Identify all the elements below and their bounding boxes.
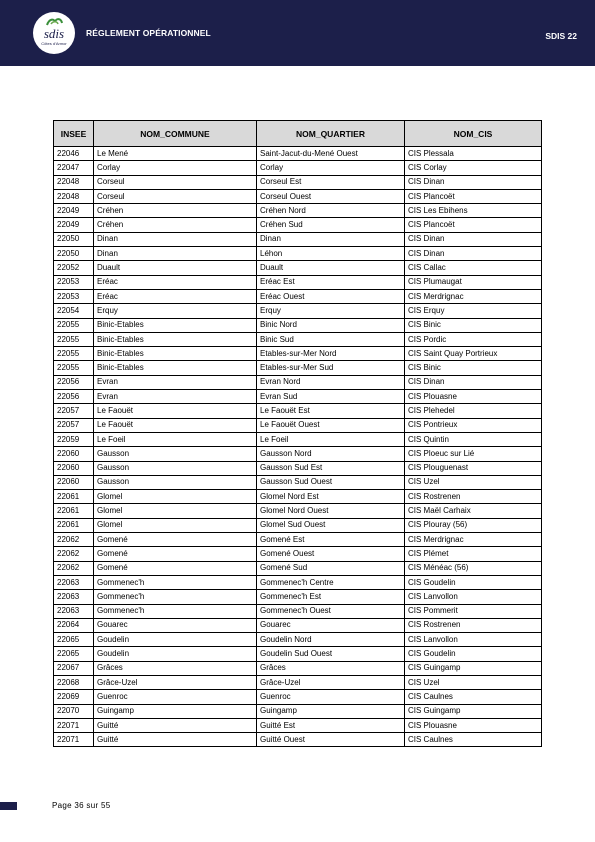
- cell-insee: 22063: [54, 604, 94, 618]
- cell-nom-quartier: Erquy: [257, 304, 405, 318]
- org-label: SDIS 22: [545, 31, 577, 41]
- table-row: [54, 432, 542, 446]
- cell-insee: 22062: [54, 561, 94, 575]
- cell-insee: 22055: [54, 347, 94, 361]
- cell-insee: 22046: [54, 147, 94, 161]
- cell-nom-cis: CIS Ploeuc sur Lié: [405, 447, 542, 461]
- cell-nom-commune: Evran: [94, 375, 257, 389]
- cell-nom-cis: CIS Rostrenen: [405, 490, 542, 504]
- cell-nom-quartier: Eréac Est: [257, 275, 405, 289]
- table-row: [54, 189, 542, 203]
- cell-insee: 22050: [54, 247, 94, 261]
- cell-nom-quartier: Glomel Nord Ouest: [257, 504, 405, 518]
- table-row: [54, 690, 542, 704]
- cell-insee: 22054: [54, 304, 94, 318]
- cell-nom-quartier: Guenroc: [257, 690, 405, 704]
- cell-insee: 22057: [54, 404, 94, 418]
- cell-nom-cis: CIS Plémet: [405, 547, 542, 561]
- cell-insee: 22050: [54, 232, 94, 246]
- cell-nom-commune: Binic-Etables: [94, 347, 257, 361]
- column-header-nom-cis: NOM_CIS: [405, 121, 542, 147]
- table-row: [54, 375, 542, 389]
- logo-wordmark: sdis: [43, 26, 65, 41]
- cell-insee: 22049: [54, 204, 94, 218]
- footer-accent-bar: [0, 802, 17, 810]
- cell-nom-quartier: Gausson Sud Ouest: [257, 475, 405, 489]
- cell-nom-cis: CIS Plouasne: [405, 390, 542, 404]
- cell-nom-quartier: Gommenec'h Centre: [257, 575, 405, 589]
- page-number: Page 36 sur 55: [52, 801, 111, 810]
- column-header-insee: INSEE: [54, 121, 94, 147]
- cell-nom-cis: CIS Dinan: [405, 175, 542, 189]
- cell-nom-quartier: Le Faouët Est: [257, 404, 405, 418]
- cell-nom-cis: CIS Plouasne: [405, 718, 542, 732]
- cell-nom-cis: CIS Callac: [405, 261, 542, 275]
- cell-nom-quartier: Guingamp: [257, 704, 405, 718]
- cell-nom-cis: CIS Binic: [405, 361, 542, 375]
- cell-nom-quartier: Binic Sud: [257, 332, 405, 346]
- cell-nom-quartier: Goudelin Sud Ouest: [257, 647, 405, 661]
- table-row: [54, 561, 542, 575]
- cell-nom-commune: Glomel: [94, 518, 257, 532]
- cell-nom-commune: Evran: [94, 390, 257, 404]
- table-row: [54, 575, 542, 589]
- cell-nom-cis: CIS Goudelin: [405, 575, 542, 589]
- cell-nom-cis: CIS Caulnes: [405, 690, 542, 704]
- cis-assignment-table: [53, 120, 542, 747]
- cell-nom-quartier: Créhen Sud: [257, 218, 405, 232]
- cell-nom-cis: CIS Lanvollon: [405, 633, 542, 647]
- cell-nom-quartier: Evran Nord: [257, 375, 405, 389]
- cell-nom-cis: CIS Rostrenen: [405, 618, 542, 632]
- cell-insee: 22062: [54, 547, 94, 561]
- cell-nom-commune: Gausson: [94, 461, 257, 475]
- cell-nom-quartier: Glomel Nord Est: [257, 490, 405, 504]
- table-body: [54, 147, 542, 747]
- cell-nom-quartier: Gommenec'h Est: [257, 590, 405, 604]
- cell-nom-quartier: Guitté Est: [257, 718, 405, 732]
- logo-subtext: Côtes d'Armor: [41, 41, 67, 46]
- cell-nom-quartier: Guitté Ouest: [257, 733, 405, 747]
- cell-nom-quartier: Saint-Jacut-du-Mené Ouest: [257, 147, 405, 161]
- cell-nom-commune: Créhen: [94, 218, 257, 232]
- cell-insee: 22055: [54, 318, 94, 332]
- table-row: [54, 361, 542, 375]
- cell-insee: 22055: [54, 332, 94, 346]
- cell-nom-cis: CIS Pommerit: [405, 604, 542, 618]
- cell-nom-commune: Le Faouët: [94, 404, 257, 418]
- table-row: [54, 504, 542, 518]
- table-header-row: [54, 121, 542, 147]
- cis-table-container: [53, 120, 542, 747]
- table-row: [54, 218, 542, 232]
- table-row: [54, 533, 542, 547]
- cell-nom-commune: Gomené: [94, 561, 257, 575]
- table-row: [54, 275, 542, 289]
- cell-nom-commune: Guitté: [94, 733, 257, 747]
- cell-insee: 22060: [54, 475, 94, 489]
- cell-insee: 22069: [54, 690, 94, 704]
- cell-nom-cis: CIS Merdrignac: [405, 289, 542, 303]
- document-title: RÉGLEMENT OPÉRATIONNEL: [86, 28, 211, 38]
- cell-nom-commune: Le Foeil: [94, 432, 257, 446]
- table-row: [54, 675, 542, 689]
- cell-nom-commune: Gomené: [94, 533, 257, 547]
- cell-nom-cis: CIS Maël Carhaix: [405, 504, 542, 518]
- cell-insee: 22052: [54, 261, 94, 275]
- cell-nom-commune: Gausson: [94, 475, 257, 489]
- cell-nom-commune: Glomel: [94, 504, 257, 518]
- column-header-nom-quartier: NOM_QUARTIER: [257, 121, 405, 147]
- cell-nom-commune: Dinan: [94, 232, 257, 246]
- table-row: [54, 647, 542, 661]
- cell-insee: 22065: [54, 647, 94, 661]
- cell-insee: 22060: [54, 461, 94, 475]
- cell-insee: 22057: [54, 418, 94, 432]
- cell-nom-commune: Corlay: [94, 161, 257, 175]
- cell-nom-commune: Erquy: [94, 304, 257, 318]
- cell-nom-commune: Grâces: [94, 661, 257, 675]
- cell-nom-cis: CIS Plumaugat: [405, 275, 542, 289]
- cell-insee: 22056: [54, 375, 94, 389]
- cell-nom-quartier: Duault: [257, 261, 405, 275]
- cell-nom-commune: Créhen: [94, 204, 257, 218]
- cell-nom-cis: CIS Merdrignac: [405, 533, 542, 547]
- table-row: [54, 232, 542, 246]
- cell-insee: 22068: [54, 675, 94, 689]
- cell-insee: 22070: [54, 704, 94, 718]
- table-row: [54, 204, 542, 218]
- cell-nom-commune: Binic-Etables: [94, 361, 257, 375]
- cell-nom-commune: Le Mené: [94, 147, 257, 161]
- cell-insee: 22056: [54, 390, 94, 404]
- cell-nom-commune: Gommenec'h: [94, 575, 257, 589]
- cell-nom-cis: CIS Erquy: [405, 304, 542, 318]
- cell-nom-quartier: Gommenec'h Ouest: [257, 604, 405, 618]
- cell-nom-quartier: Etables-sur-Mer Sud: [257, 361, 405, 375]
- cell-insee: 22067: [54, 661, 94, 675]
- table-row: [54, 704, 542, 718]
- cell-nom-cis: CIS Pordic: [405, 332, 542, 346]
- cell-nom-cis: CIS Plouray (56): [405, 518, 542, 532]
- cell-insee: 22055: [54, 361, 94, 375]
- cell-insee: 22063: [54, 575, 94, 589]
- cell-insee: 22061: [54, 490, 94, 504]
- cell-nom-cis: CIS Guingamp: [405, 661, 542, 675]
- cell-insee: 22048: [54, 175, 94, 189]
- cell-nom-cis: CIS Quintin: [405, 432, 542, 446]
- cell-nom-quartier: Le Faouët Ouest: [257, 418, 405, 432]
- cell-nom-quartier: Corlay: [257, 161, 405, 175]
- cell-nom-quartier: Glomel Sud Ouest: [257, 518, 405, 532]
- table-row: [54, 475, 542, 489]
- cell-nom-cis: CIS Lanvollon: [405, 590, 542, 604]
- cell-insee: 22062: [54, 533, 94, 547]
- cell-nom-cis: CIS Plancoët: [405, 218, 542, 232]
- cell-nom-quartier: Gomené Ouest: [257, 547, 405, 561]
- cell-nom-commune: Glomel: [94, 490, 257, 504]
- cell-nom-commune: Guitté: [94, 718, 257, 732]
- table-row: [54, 390, 542, 404]
- cell-nom-cis: CIS Goudelin: [405, 647, 542, 661]
- sdis-logo: [33, 12, 75, 54]
- cell-nom-commune: Guenroc: [94, 690, 257, 704]
- table-row: [54, 147, 542, 161]
- cell-insee: 22059: [54, 432, 94, 446]
- cell-nom-commune: Corseul: [94, 189, 257, 203]
- table-row: [54, 633, 542, 647]
- cell-nom-commune: Gommenec'h: [94, 604, 257, 618]
- cell-nom-commune: Gouarec: [94, 618, 257, 632]
- cell-nom-commune: Goudelin: [94, 647, 257, 661]
- cell-nom-commune: Gausson: [94, 447, 257, 461]
- cell-nom-quartier: Gouarec: [257, 618, 405, 632]
- cell-nom-quartier: Gausson Nord: [257, 447, 405, 461]
- cell-nom-cis: CIS Dinan: [405, 247, 542, 261]
- cell-nom-quartier: Eréac Ouest: [257, 289, 405, 303]
- cell-nom-cis: CIS Ménéac (56): [405, 561, 542, 575]
- cell-nom-commune: Corseul: [94, 175, 257, 189]
- page-header: [0, 0, 595, 66]
- cell-nom-quartier: Grâce-Uzel: [257, 675, 405, 689]
- table-row: [54, 718, 542, 732]
- cell-nom-quartier: Léhon: [257, 247, 405, 261]
- table-row: [54, 604, 542, 618]
- table-row: [54, 261, 542, 275]
- table-row: [54, 733, 542, 747]
- cell-insee: 22053: [54, 275, 94, 289]
- table-row: [54, 347, 542, 361]
- cell-nom-quartier: Créhen Nord: [257, 204, 405, 218]
- cell-insee: 22049: [54, 218, 94, 232]
- cell-nom-quartier: Evran Sud: [257, 390, 405, 404]
- cell-nom-cis: CIS Uzel: [405, 675, 542, 689]
- cell-nom-commune: Goudelin: [94, 633, 257, 647]
- cell-nom-quartier: Grâces: [257, 661, 405, 675]
- cell-nom-quartier: Gomené Sud: [257, 561, 405, 575]
- cell-nom-commune: Eréac: [94, 275, 257, 289]
- table-row: [54, 161, 542, 175]
- logo-emblem-icon: [33, 12, 75, 54]
- cell-nom-commune: Eréac: [94, 289, 257, 303]
- cell-insee: 22065: [54, 633, 94, 647]
- cell-nom-cis: CIS Plouguenast: [405, 461, 542, 475]
- cell-insee: 22061: [54, 504, 94, 518]
- cell-nom-cis: CIS Dinan: [405, 232, 542, 246]
- cell-nom-commune: Guingamp: [94, 704, 257, 718]
- cell-nom-cis: CIS Guingamp: [405, 704, 542, 718]
- table-row: [54, 332, 542, 346]
- cell-nom-cis: CIS Corlay: [405, 161, 542, 175]
- cell-insee: 22047: [54, 161, 94, 175]
- cell-nom-commune: Binic-Etables: [94, 332, 257, 346]
- cell-nom-cis: CIS Plancoët: [405, 189, 542, 203]
- table-row: [54, 247, 542, 261]
- cell-nom-cis: CIS Binic: [405, 318, 542, 332]
- table-row: [54, 590, 542, 604]
- cell-nom-commune: Gommenec'h: [94, 590, 257, 604]
- cell-nom-cis: CIS Saint Quay Portrieux: [405, 347, 542, 361]
- table-row: [54, 461, 542, 475]
- table-row: [54, 547, 542, 561]
- table-row: [54, 289, 542, 303]
- cell-nom-cis: CIS Pontrieux: [405, 418, 542, 432]
- cell-nom-quartier: Le Foeil: [257, 432, 405, 446]
- table-row: [54, 490, 542, 504]
- cell-nom-quartier: Binic Nord: [257, 318, 405, 332]
- cell-insee: 22060: [54, 447, 94, 461]
- table-row: [54, 304, 542, 318]
- cell-nom-quartier: Gausson Sud Est: [257, 461, 405, 475]
- cell-nom-cis: CIS Caulnes: [405, 733, 542, 747]
- table-row: [54, 618, 542, 632]
- cell-nom-quartier: Corseul Est: [257, 175, 405, 189]
- cell-nom-commune: Dinan: [94, 247, 257, 261]
- table-row: [54, 518, 542, 532]
- cell-insee: 22071: [54, 718, 94, 732]
- cell-insee: 22063: [54, 590, 94, 604]
- cell-nom-quartier: Gomené Est: [257, 533, 405, 547]
- cell-insee: 22053: [54, 289, 94, 303]
- cell-nom-quartier: Dinan: [257, 232, 405, 246]
- table-row: [54, 318, 542, 332]
- table-row: [54, 661, 542, 675]
- cell-insee: 22061: [54, 518, 94, 532]
- cell-insee: 22071: [54, 733, 94, 747]
- cell-nom-cis: CIS Plehedel: [405, 404, 542, 418]
- cell-nom-commune: Grâce-Uzel: [94, 675, 257, 689]
- cell-nom-cis: CIS Plessala: [405, 147, 542, 161]
- cell-nom-commune: Binic-Etables: [94, 318, 257, 332]
- cell-nom-commune: Duault: [94, 261, 257, 275]
- cell-nom-quartier: Goudelin Nord: [257, 633, 405, 647]
- table-row: [54, 418, 542, 432]
- cell-nom-cis: CIS Dinan: [405, 375, 542, 389]
- cell-nom-commune: Gomené: [94, 547, 257, 561]
- table-row: [54, 175, 542, 189]
- table-row: [54, 404, 542, 418]
- cell-insee: 22064: [54, 618, 94, 632]
- cell-nom-quartier: Etables-sur-Mer Nord: [257, 347, 405, 361]
- column-header-nom-commune: NOM_COMMUNE: [94, 121, 257, 147]
- table-row: [54, 447, 542, 461]
- cell-insee: 22048: [54, 189, 94, 203]
- cell-nom-cis: CIS Uzel: [405, 475, 542, 489]
- cell-nom-commune: Le Faouët: [94, 418, 257, 432]
- cell-nom-quartier: Corseul Ouest: [257, 189, 405, 203]
- cell-nom-cis: CIS Les Ebihens: [405, 204, 542, 218]
